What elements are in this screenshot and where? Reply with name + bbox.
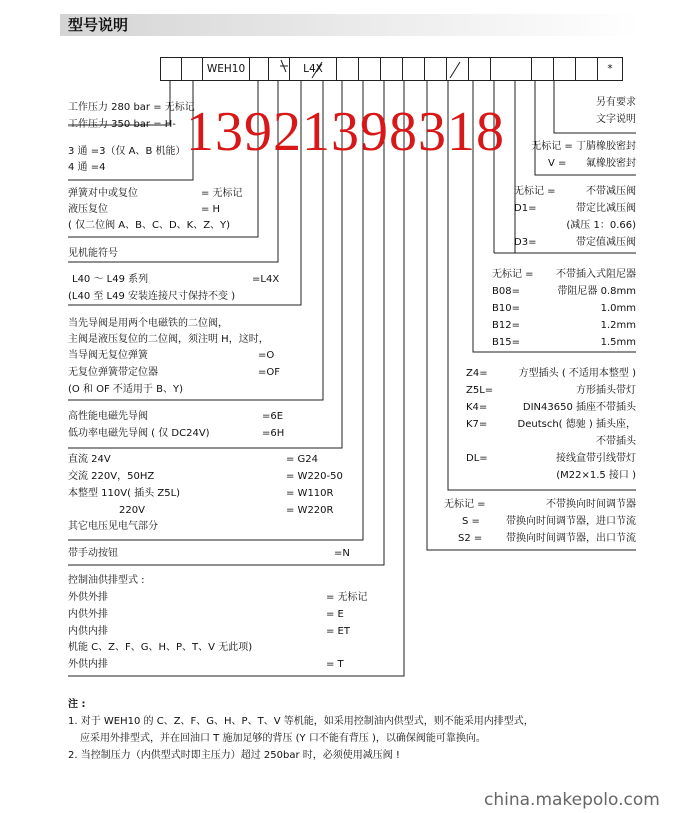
drain-3-value: = ET — [326, 626, 350, 637]
model-cell-star: * — [598, 57, 623, 81]
reducer-d3-value: 带定值减压阀 — [576, 237, 636, 248]
damper-b08-key: B08= — [492, 286, 520, 297]
footer-watermark: china.makepolo.com — [484, 790, 660, 810]
plug-k7-value: Deutsch( 德驰 ) 插头座， — [517, 419, 636, 430]
model-cell-l4x: L4X — [290, 57, 337, 81]
pilot-line-1: 当先导阀是用两个电磁铁的二位阀， — [68, 318, 228, 329]
seal-v-value: 氟橡胶密封 — [586, 158, 636, 169]
high-performance-solenoid-value: =6E — [262, 411, 284, 422]
hydraulic-note: ( 仅二位阀 A、B、C、D、K、Z、Y) — [68, 220, 231, 231]
pressure-350: 工作压力 350 bar = H- — [68, 119, 176, 130]
ways-4: 4 通 =4 — [68, 162, 106, 173]
pilot-line-5: (O 和 OF 不适用于 B、Y) — [68, 384, 183, 395]
damper-b10-value: 1.0mm — [600, 303, 636, 314]
plug220-value: = W220R — [286, 505, 334, 516]
hydraulic-return-value: = H — [201, 204, 221, 215]
series-value: =L4X — [252, 274, 280, 285]
watermark-phone: 13921398318 — [186, 101, 505, 163]
timer-none-key: 无标记 = — [444, 499, 486, 510]
plug-z5l-value: 方形插头带灯 — [576, 385, 636, 396]
plug-z4-value: 方型插头 ( 不适用本整型 ) — [518, 368, 636, 379]
pressure-280: 工作压力 280 bar = 无标记 — [68, 102, 195, 113]
drain-2-value: = E — [326, 609, 344, 620]
page-title: 型号说明 — [68, 16, 129, 34]
drain-title: 控制油供排型式 : — [68, 575, 145, 586]
dc24-value: = G24 — [286, 454, 319, 465]
damper-none-value: 不带插入式阻尼器 — [556, 269, 636, 280]
dc24: 直流 24V — [68, 454, 111, 465]
drain-3: 内供内排 — [68, 626, 108, 637]
hydraulic-return: 液压复位 — [68, 204, 108, 215]
manual-button: 带手动按钮 — [68, 548, 118, 559]
plug-dl-value: 接线盒带引线带灯 — [556, 453, 636, 464]
pilot-line-4: 无复位弹簧带定位器 — [68, 367, 158, 378]
timer-s-value: 带换向时间调节器，进口节流 — [506, 516, 636, 527]
reducer-d1-value: 带定比减压阀 — [576, 203, 636, 214]
ac220-value: = W220-50 — [286, 471, 343, 482]
drain-1: 外供外排 — [68, 592, 108, 603]
other-voltage: 其它电压见电气部分 — [68, 521, 158, 532]
series-note: (L40 至 L49 安装连接尺寸保持不变 ) — [68, 291, 236, 302]
damper-b15-value: 1.5mm — [600, 337, 636, 348]
timer-none-value: 不带换向时间调节器 — [546, 499, 636, 510]
drain-1-value: = 无标记 — [326, 592, 368, 603]
plug110-value: = W110R — [286, 488, 334, 499]
notes-title: 注 : — [68, 699, 86, 710]
plug220: 220V — [119, 505, 145, 516]
drain-2: 内供外排 — [68, 609, 108, 620]
high-performance-solenoid: 高性能电磁先导阀 — [68, 411, 148, 422]
plug-k4-value: DIN43650 插座不带插头 — [522, 402, 636, 413]
drain-4-value: = T — [326, 659, 344, 670]
timer-s2-key: S2 = — [458, 533, 483, 544]
plug-z5l-key: Z5L= — [466, 385, 494, 396]
plug-k7-key: K7= — [466, 419, 488, 430]
series: L40 ～ L49 系列 — [72, 274, 149, 285]
reducer-none-key: 无标记 = — [514, 186, 556, 197]
timer-s2-value: 带换向时间调节器，出口节流 — [506, 533, 636, 544]
reducer-none-value: 不带减压阀 — [586, 186, 636, 197]
seal-none: 无标记 = 丁腈橡胶密封 — [531, 141, 636, 152]
reducer-ratio: (减压 1：0.66) — [566, 220, 636, 231]
low-power-solenoid-value: =6H — [262, 428, 285, 439]
note-1a: 1. 对于 WEH10 的 C、Z、F、G、H、P、T、V 等机能，如采用控制油内供型式，则不能采用内排型式， — [68, 716, 534, 727]
plug-z4-key: Z4= — [466, 368, 488, 379]
damper-b12-value: 1.2mm — [600, 320, 636, 331]
low-power-solenoid: 低功率电磁先导阀 ( 仅 DC24V) — [68, 428, 210, 439]
reducer-d3-key: D3= — [514, 237, 537, 248]
pilot-line-4-value: =OF — [258, 367, 281, 378]
plug-k7-value-2: 不带插头 — [596, 436, 636, 447]
plug-dl-value-2: (M22×1.5 接口 ) — [556, 470, 636, 481]
pilot-line-3-value: =O — [258, 350, 275, 361]
pilot-line-3: 当导阀无复位弹簧 — [68, 350, 148, 361]
ac220: 交流 220V，50HZ — [68, 471, 155, 482]
ways-3: 3 通 =3（仅 A、B 机能） — [68, 146, 186, 157]
other-requirement-2: 文字说明 — [596, 114, 636, 125]
manual-button-value: =N — [334, 548, 350, 559]
model-cell-weh10: WEH10 — [203, 57, 250, 81]
other-requirement-1: 另有要求 — [596, 97, 636, 108]
timer-s-key: S = — [462, 516, 480, 527]
pilot-line-2: 主阀是液压复位的二位阀，须注明 H，这时， — [68, 334, 269, 345]
damper-b15-key: B15= — [492, 337, 520, 348]
drain-4: 外供内排 — [68, 659, 108, 670]
damper-b10-key: B10= — [492, 303, 520, 314]
damper-b12-key: B12= — [492, 320, 520, 331]
symbol-ref: 见机能符号 — [68, 248, 118, 259]
seal-v-key: V = — [548, 158, 567, 169]
plug-k4-key: K4= — [466, 402, 488, 413]
plug110: 本整型 110V( 插头 Z5L) — [68, 488, 181, 499]
damper-none-key: 无标记 = — [492, 269, 534, 280]
spring-center-value: = 无标记 — [201, 188, 243, 199]
damper-b08-value: 带阻尼器 0.8mm — [557, 286, 636, 297]
plug-dl-key: DL= — [466, 453, 488, 464]
drain-note: 机能 C、Z、F、G、H、P、T、V 无此项) — [68, 642, 253, 653]
note-2: 2. 当控制压力（内供型式时即主压力）超过 250bar 时，必须使用减压阀 ! — [68, 750, 400, 761]
note-1b: 应采用外排型式，并在回油口 T 施加足够的背压 (Y 口不能有背压 )，以确保阀能可靠换向。 — [80, 733, 486, 744]
spring-center: 弹簧对中或复位 — [68, 188, 138, 199]
reducer-d1-key: D1= — [514, 203, 537, 214]
